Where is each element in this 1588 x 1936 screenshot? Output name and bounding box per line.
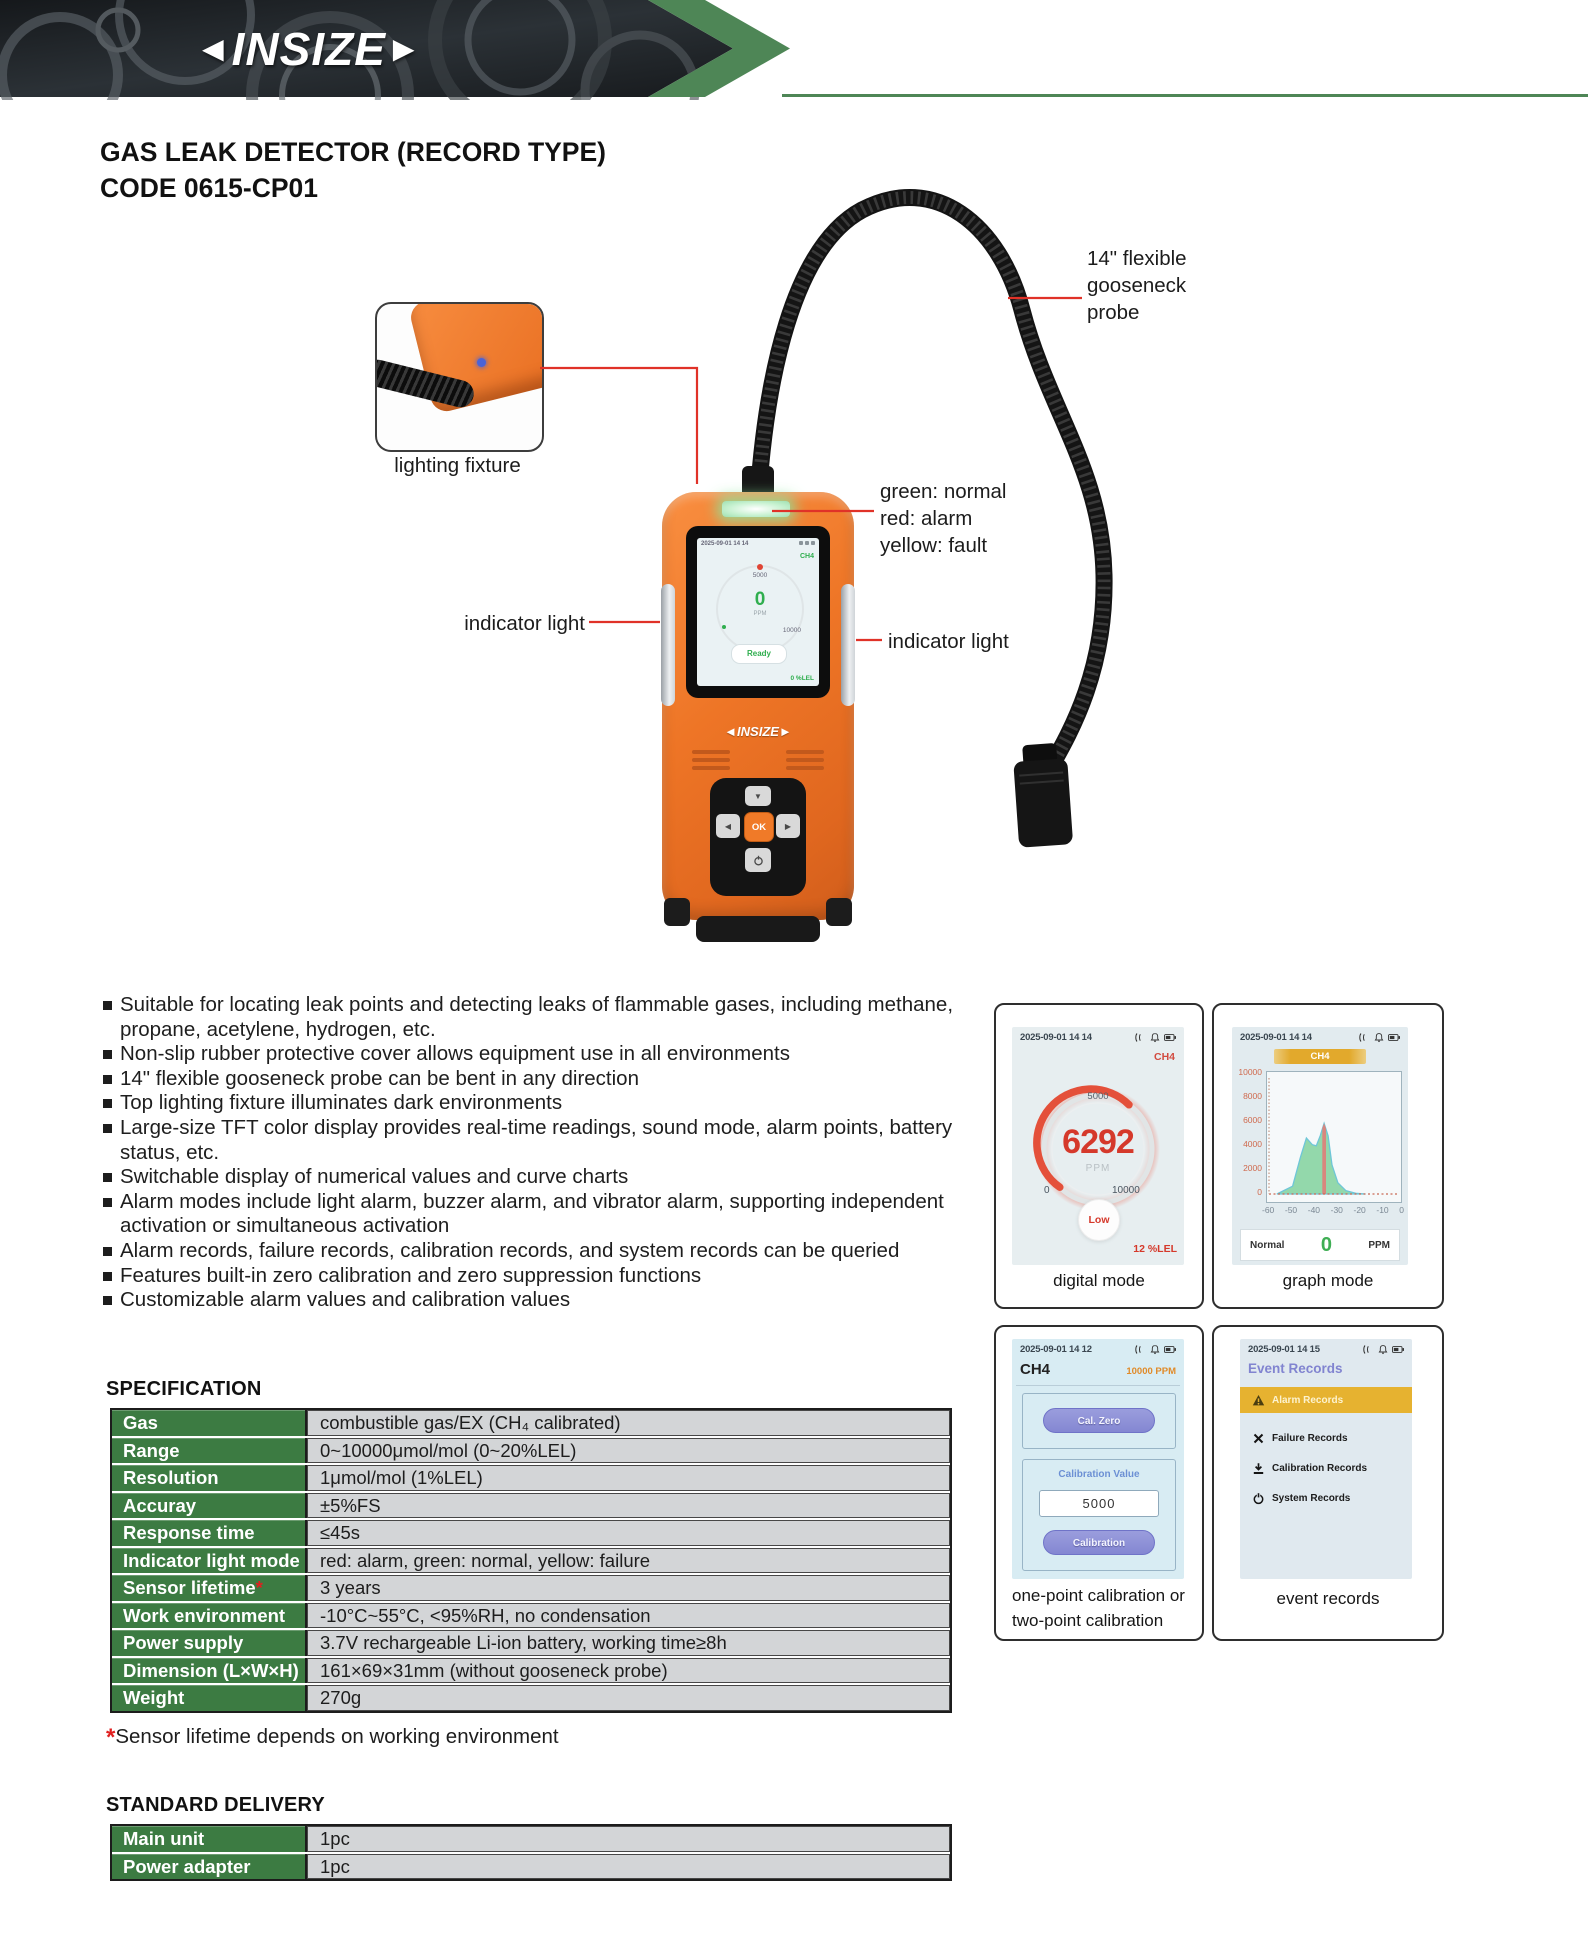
gauge-unit: PPM	[753, 611, 767, 617]
y-axis-ticks: 10000 8000 6000 4000 2000 0	[1238, 1067, 1262, 1197]
statusbar-icons	[1134, 1032, 1176, 1043]
right-key: ▶	[776, 814, 800, 838]
list-item: Large-size TFT color display provides real-time readings, sound mode, alarm points, battery status, etc.	[103, 1116, 1019, 1165]
table-row: Range 0~10000μmol/mol (0~20%LEL)	[112, 1438, 950, 1464]
ok-key: OK	[744, 812, 774, 842]
panel-caption: one-point calibration or two-point calibration	[1012, 1586, 1185, 1630]
alarm-level-pill: Low	[1078, 1199, 1120, 1241]
power-icon	[1252, 1492, 1265, 1505]
panel-caption: graph mode	[1282, 1271, 1374, 1290]
event-records-screenshot	[1240, 1339, 1412, 1579]
gauge-min-scale: 0	[1044, 1185, 1050, 1196]
range-label: 10000 PPM	[1126, 1366, 1176, 1377]
screen-date: 2025-09-01 14 14	[1020, 1032, 1092, 1043]
table-row: Power adapter 1pc	[112, 1854, 950, 1880]
gauge-max-scale: 10000	[782, 627, 801, 634]
lel-readout: 12 %LEL	[1133, 1243, 1177, 1255]
x-axis-ticks: -60 -50 -40 -30 -20 -10 0	[1262, 1205, 1404, 1215]
calibration-screenshot	[1012, 1339, 1184, 1579]
table-row: Power supply 3.7V rechargeable Li-ion battery, working time≥8h	[112, 1630, 950, 1656]
statusbar-icons	[1358, 1032, 1400, 1043]
gooseneck-annotation: 14" flexible gooseneck probe	[1087, 247, 1187, 324]
gauge-mid-scale: 5000	[752, 572, 768, 579]
calibration-value-label: Calibration Value	[1058, 1469, 1140, 1480]
unit-label: PPM	[1368, 1239, 1390, 1251]
table-row: Gas combustible gas/EX (CH₄ calibrated)	[112, 1410, 950, 1436]
lighting-fixture-label: lighting fixture	[394, 454, 521, 477]
gauge-mid-scale: 5000	[1087, 1091, 1109, 1102]
gas-chip: CH4	[1274, 1049, 1366, 1064]
device-lel-readout: 0 %LEL	[790, 675, 814, 682]
span-cal-group	[1022, 1459, 1176, 1571]
screen-date: 2025-09-01 14 15	[1248, 1344, 1320, 1355]
menu-item-calibration-records: Calibration Records	[1240, 1455, 1412, 1481]
product-name: GAS LEAK DETECTOR (RECORD TYPE)	[100, 137, 606, 167]
specification-table	[110, 1408, 952, 1713]
menu-item-alarm-records: Alarm Records	[1240, 1387, 1412, 1413]
list-item: Switchable display of numerical values and curve charts	[103, 1165, 1019, 1190]
indicator-left-annotation: indicator light	[464, 612, 585, 635]
gauge-value: 0	[754, 589, 766, 610]
list-item: Features built-in zero calibration and zero suppression functions	[103, 1264, 1019, 1289]
indicator-right-annotation: indicator light	[888, 630, 1009, 653]
logo-left-arrow-icon: ◄	[195, 28, 232, 69]
calibration-button: Calibration	[1043, 1530, 1155, 1555]
table-row: Response time ≤45s	[112, 1520, 950, 1546]
device-gas-label: CH4	[799, 553, 814, 560]
product-code: CODE 0615-CP01	[100, 173, 318, 203]
trend-chart	[1266, 1071, 1402, 1203]
device-screen-date: 2025-09-01 14 14	[701, 541, 749, 547]
annotation-leader-lines	[0, 0, 1588, 960]
left-key: ◀	[716, 814, 740, 838]
screen-gas-label: CH4	[1153, 1051, 1175, 1063]
table-row: Weight 270g	[112, 1685, 950, 1711]
panel-caption: digital mode	[1053, 1271, 1145, 1290]
table-row: Accuray ±5%FS	[112, 1493, 950, 1519]
specification-heading: SPECIFICATION	[106, 1378, 262, 1400]
current-reading: 0	[1320, 1233, 1332, 1256]
gauge-reading: 6292	[1062, 1123, 1134, 1161]
table-row: Sensor lifetime* 3 years	[112, 1575, 950, 1601]
zero-cal-group	[1022, 1393, 1176, 1449]
list-item: Customizable alarm values and calibration values	[103, 1288, 1019, 1313]
table-row: Work environment -10°C~55°C, <95%RH, no condensation	[112, 1603, 950, 1629]
list-item: Alarm records, failure records, calibration records, and system records can be queried	[103, 1239, 1019, 1264]
graph-mode-screenshot	[1232, 1027, 1408, 1265]
event-records-title: Event Records	[1248, 1361, 1343, 1376]
gauge-max-scale: 10000	[1112, 1185, 1140, 1196]
logo-text: INSIZE	[231, 23, 386, 75]
panel-digital-mode	[994, 1003, 1204, 1309]
screen-date: 2025-09-01 14 12	[1020, 1344, 1092, 1355]
gas-label: CH4	[1020, 1361, 1051, 1378]
status-label: Normal	[1250, 1239, 1285, 1251]
list-item: Suitable for locating leak points and detecting leaks of flammable gases, including methane, propane, acetylene, hydrogen, etc.	[103, 993, 1019, 1042]
panel-caption: event records	[1276, 1589, 1380, 1608]
up-key: ▼	[745, 786, 771, 806]
list-item: Alarm modes include light alarm, buzzer alarm, and vibrator alarm, supporting independent activation or simultaneous activation	[103, 1190, 1019, 1239]
panel-event-records	[1212, 1325, 1444, 1641]
footnote-mark: *	[106, 1724, 116, 1751]
statusbar-icons	[1362, 1344, 1404, 1355]
device-brand-logo: ◄INSIZE►	[724, 724, 792, 739]
screen-date: 2025-09-01 14 14	[1240, 1032, 1312, 1043]
list-item: 14" flexible gooseneck probe can be bent in any direction	[103, 1067, 1019, 1092]
calibration-value-field: 5000	[1039, 1490, 1159, 1517]
download-icon	[1252, 1462, 1265, 1475]
menu-item-failure-records: Failure Records	[1240, 1425, 1412, 1451]
delivery-heading: STANDARD DELIVERY	[106, 1794, 325, 1816]
gauge-unit: PPM	[1085, 1163, 1111, 1174]
x-icon	[1252, 1432, 1265, 1445]
table-row: Resolution 1μmol/mol (1%LEL)	[112, 1465, 950, 1491]
menu-item-system-records: System Records	[1240, 1485, 1412, 1511]
spec-footnote: *Sensor lifetime depends on working environment	[106, 1724, 559, 1751]
device-status-pill: Ready	[731, 644, 787, 664]
logo-right-arrow-icon: ►	[385, 28, 423, 69]
table-row: Dimension (L×W×H) 161×69×31mm (without gooseneck probe)	[112, 1658, 950, 1684]
list-item: Non-slip rubber protective cover allows equipment use in all environments	[103, 1042, 1019, 1067]
panel-graph-mode	[1212, 1003, 1444, 1309]
reading-bar	[1240, 1229, 1400, 1261]
warning-icon	[1252, 1394, 1265, 1407]
footnote-mark: *	[255, 1577, 263, 1598]
digital-mode-screenshot	[1012, 1027, 1184, 1265]
delivery-table	[110, 1824, 952, 1881]
feature-list	[103, 993, 1019, 1313]
table-row: Main unit 1pc	[112, 1826, 950, 1852]
cal-zero-button: Cal. Zero	[1043, 1408, 1155, 1433]
table-row: Indicator light mode red: alarm, green: normal, yellow: failure	[112, 1548, 950, 1574]
statusbar-icons	[1134, 1344, 1176, 1355]
panel-calibration	[994, 1325, 1204, 1641]
list-item: Top lighting fixture illuminates dark environments	[103, 1091, 1019, 1116]
light-status-annotation: green: normal red: alarm yellow: fault	[880, 480, 1007, 557]
